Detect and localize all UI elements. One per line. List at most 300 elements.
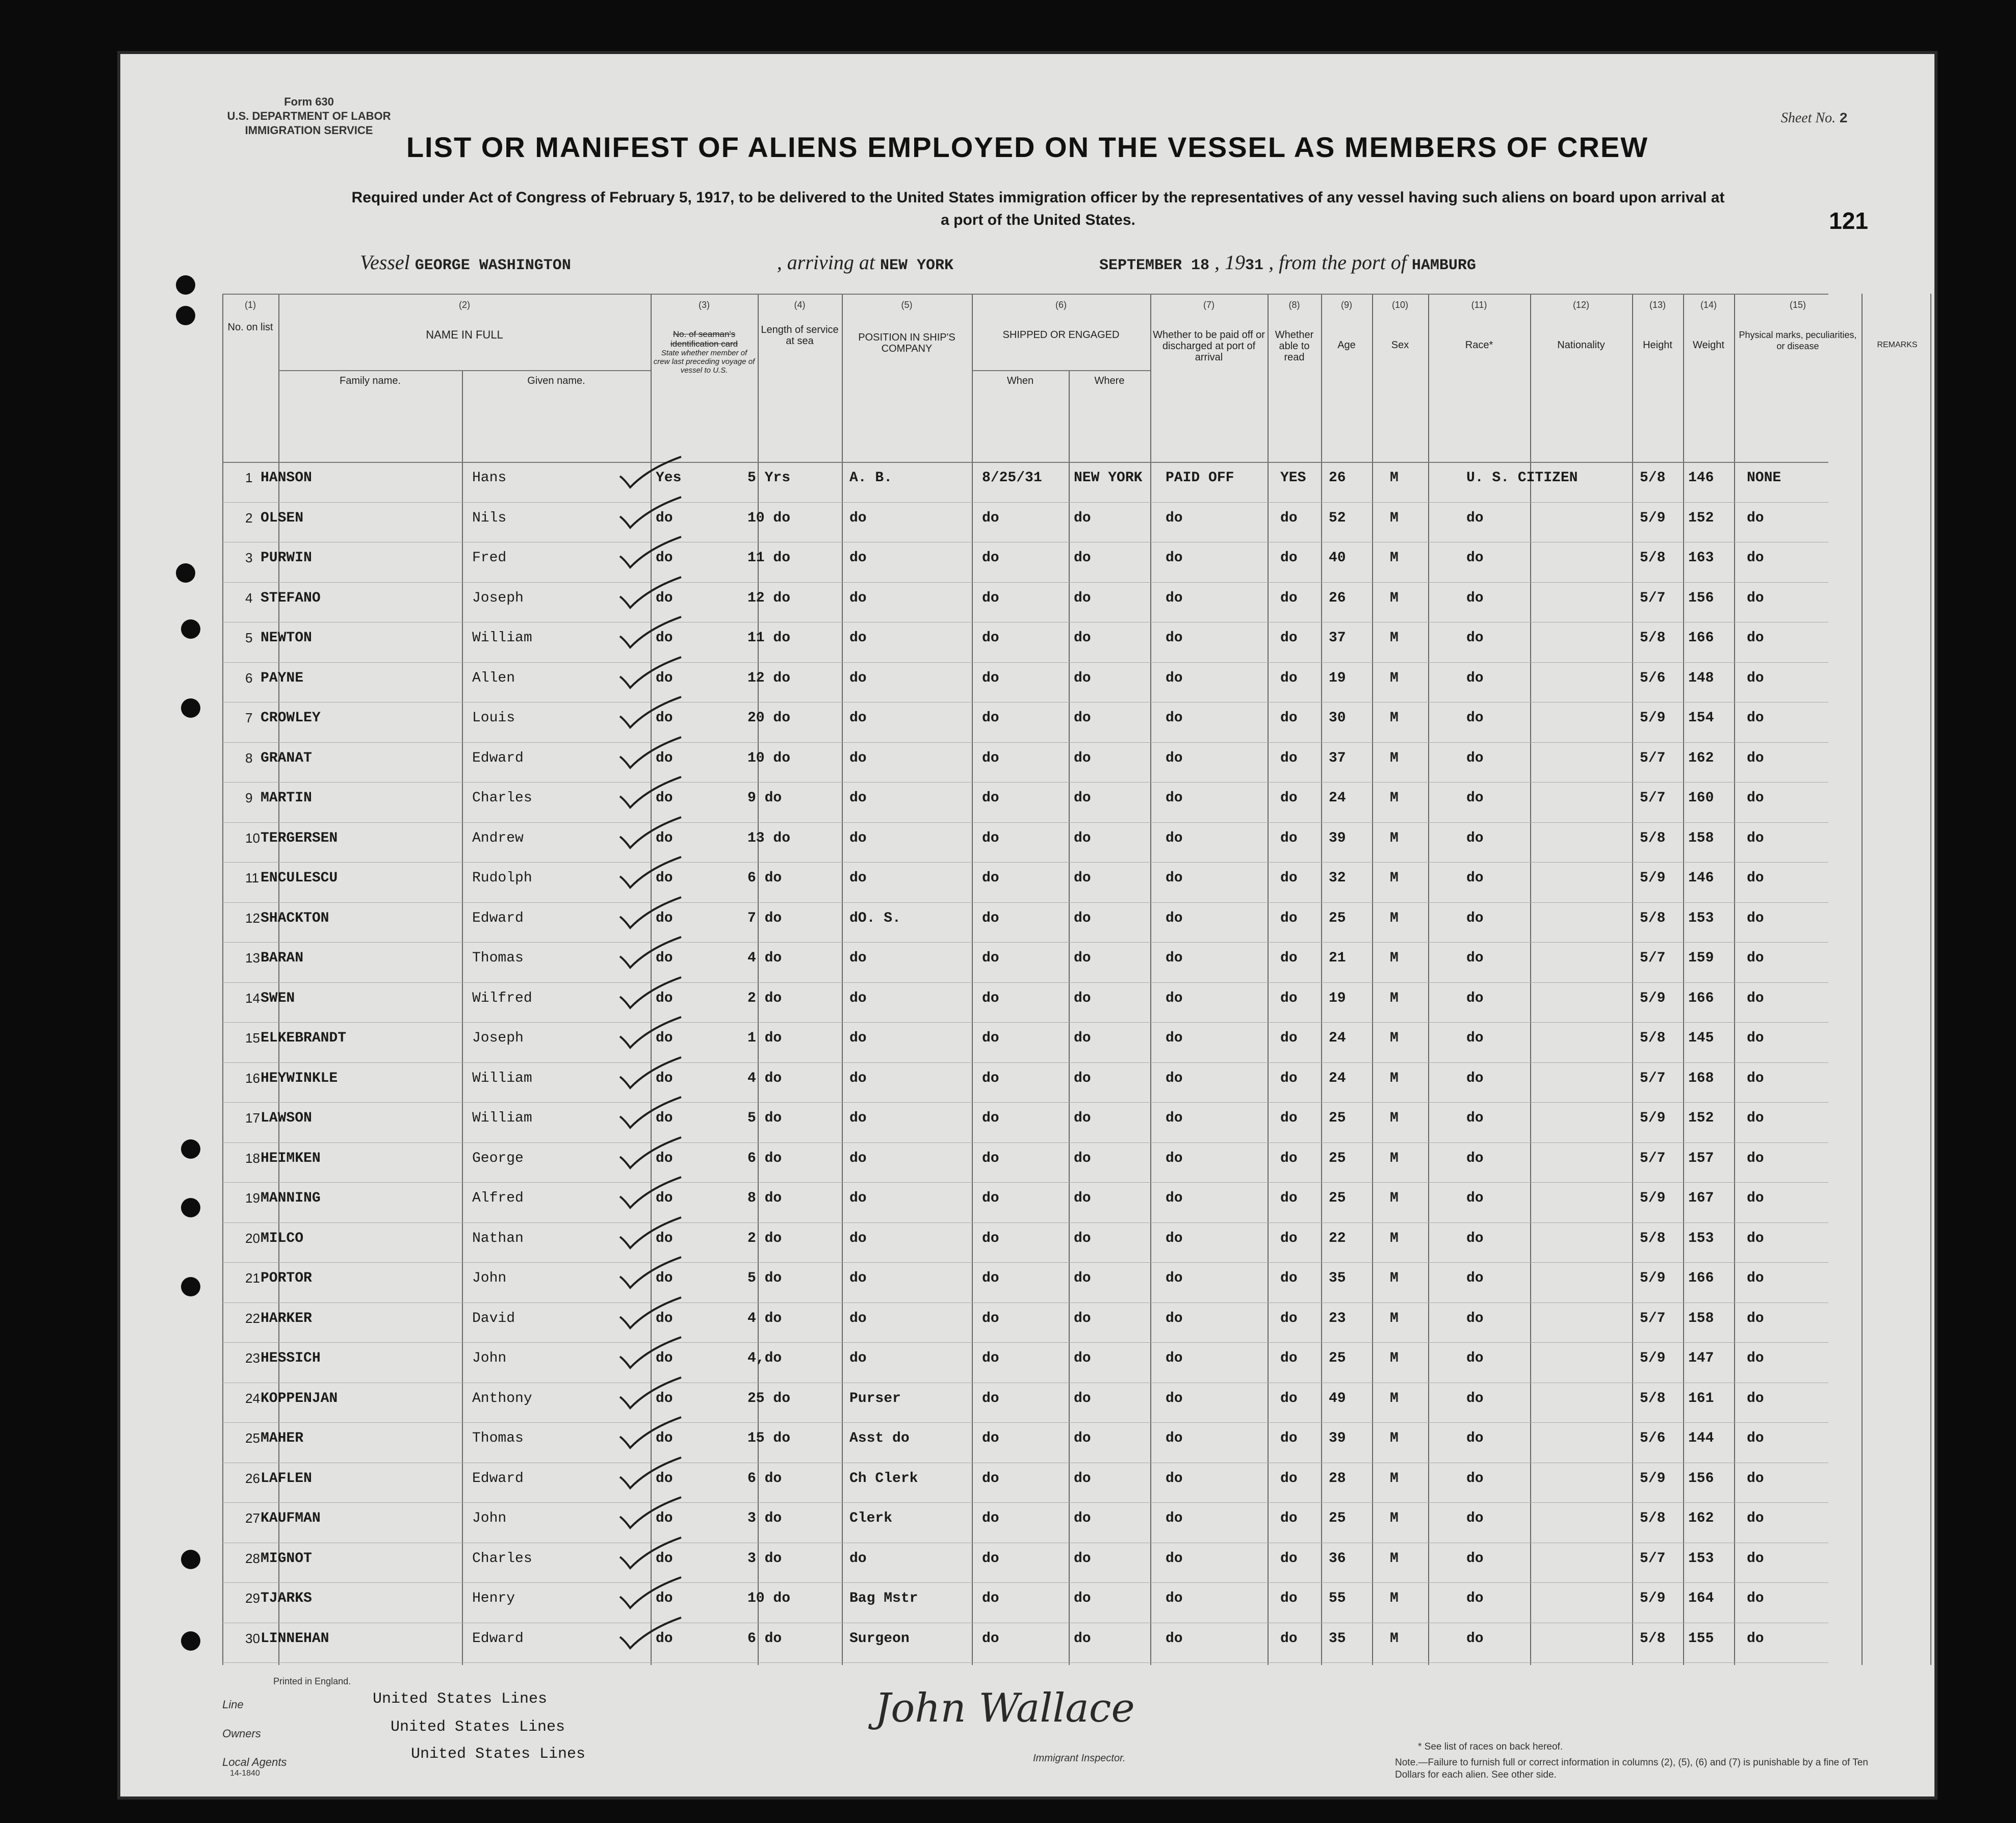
cell-ship-position: do [849,1070,867,1086]
cell-service-length: 6 do [747,1630,782,1647]
cell-shipped-when: do [982,510,999,526]
cell-age: 39 [1329,830,1346,846]
cell-shipped-when: do [982,710,999,726]
check-mark-icon [617,1176,684,1212]
cell-given-name: Anthony [472,1390,532,1407]
cell-paid-off: PAID OFF [1166,470,1234,486]
cell-weight: 157 [1688,1150,1714,1166]
cell-race-nationality: do [1466,550,1484,566]
cell-paid-off: do [1166,910,1183,926]
cell-age: 36 [1329,1550,1346,1567]
cell-sex: M [1390,590,1399,606]
colnum-8: (8) [1288,300,1300,310]
cell-age: 32 [1329,870,1346,886]
cell-physical-marks: do [1747,1110,1764,1126]
cell-shipped-where: do [1074,710,1091,726]
cell-family-name: KAUFMAN [261,1511,321,1526]
cell-sex: M [1390,1230,1399,1246]
check-mark-icon [617,1496,684,1532]
cell-race-nationality: do [1466,1430,1484,1446]
cell-paid-off: do [1166,590,1183,606]
table-row-rule [222,1022,1828,1023]
cell-race-nationality: do [1466,590,1484,606]
cell-able-to-read: do [1280,670,1298,686]
cell-weight: 158 [1688,1310,1714,1326]
head-position: POSITION IN SHIP'S COMPANY [858,332,955,354]
cell-weight: 164 [1688,1591,1714,1606]
cell-shipped-when: do [982,750,999,766]
table-row-rule [222,862,1828,863]
cell-paid-off: do [1166,950,1183,966]
head-age: Age [1337,340,1356,351]
table-row [222,1591,1828,1623]
binder-hole [181,1631,200,1651]
cell-given-name: Hans [472,470,507,486]
cell-shipped-where: do [1074,1030,1091,1046]
cell-service-length: 20 do [747,710,791,726]
cell-race-nationality: do [1466,870,1484,886]
cell-able-to-read: do [1280,1310,1298,1326]
cell-age: 25 [1329,910,1346,926]
cell-family-name: HEYWINKLE [261,1070,338,1086]
cell-height: 5/7 [1640,1070,1666,1086]
cell-row-number: 16 [245,1070,260,1086]
cell-age: 24 [1329,1070,1346,1086]
vessel-line [360,250,1476,274]
cell-age: 19 [1329,670,1346,686]
cell-shipped-where: do [1074,590,1091,606]
cell-previous-voyage: do [656,750,673,766]
cell-row-number: 3 [245,550,253,565]
cell-row-number: 6 [245,670,253,686]
cell-family-name: TJARKS [261,1591,312,1606]
cell-family-name: PURWIN [261,550,312,566]
cell-physical-marks: do [1747,750,1764,766]
cell-sex: M [1390,670,1399,686]
cell-able-to-read: do [1280,510,1298,526]
head-height: Height [1643,340,1672,351]
cell-race-nationality: do [1466,1230,1484,1246]
table-row [222,1110,1828,1142]
cell-race-nationality: do [1466,1470,1484,1487]
cell-height: 5/7 [1640,1550,1666,1567]
cell-race-nationality: do [1466,1550,1484,1567]
page-title: LIST OR MANIFEST OF ALIENS EMPLOYED ON THE VESSEL AS MEMBERS OF CREW [406,131,1649,163]
cell-physical-marks: do [1747,790,1764,806]
cell-given-name: Fred [472,550,507,566]
colnum-6: (6) [1055,300,1067,310]
cell-service-length: 15 do [747,1430,791,1446]
check-mark-icon [617,896,684,932]
table-row-rule [222,1342,1828,1343]
cell-able-to-read: do [1280,1630,1298,1647]
binder-hole [181,698,200,718]
cell-paid-off: do [1166,1630,1183,1647]
cell-family-name: MAHER [261,1430,304,1446]
cell-given-name: Thomas [472,1430,524,1446]
cell-shipped-where: do [1074,670,1091,686]
cell-previous-voyage: Yes [656,470,682,486]
table-row [222,870,1828,902]
cell-paid-off: do [1166,990,1183,1006]
table-row-rule [222,822,1828,823]
cell-shipped-when: do [982,630,999,646]
cell-family-name: GRANAT [261,750,312,766]
cell-ship-position: do [849,830,867,846]
table-row [222,1471,1828,1503]
cell-age: 30 [1329,710,1346,726]
cell-physical-marks: do [1747,1591,1764,1606]
cell-sex: M [1390,1511,1399,1526]
cell-age: 37 [1329,630,1346,646]
cell-family-name: LAWSON [261,1110,312,1126]
table-row [222,1430,1828,1463]
cell-able-to-read: do [1280,750,1298,766]
cell-height: 5/9 [1640,870,1666,886]
head-id-card-note: State whether member of crew last preceding voyage of vessel to U.S. [653,349,755,375]
table-row-rule [222,1662,1828,1663]
cell-sex: M [1390,1070,1399,1086]
cell-shipped-where: do [1074,830,1091,846]
cell-height: 5/7 [1640,750,1666,766]
cell-age: 25 [1329,1150,1346,1166]
cell-able-to-read: do [1280,1070,1298,1086]
cell-race-nationality: do [1466,790,1484,806]
cell-weight: 166 [1688,1270,1714,1286]
cell-shipped-when: do [982,1070,999,1086]
cell-shipped-where: do [1074,1110,1091,1126]
colnum-3: (3) [699,300,710,310]
cell-paid-off: do [1166,1310,1183,1326]
cell-service-length: 5 do [747,1270,782,1286]
colnum-2: (2) [459,300,470,310]
cell-race-nationality: do [1466,670,1484,686]
cell-race-nationality: do [1466,1030,1484,1046]
cell-sex: M [1390,990,1399,1006]
cell-ship-position: Surgeon [849,1630,910,1647]
vessel-label: Vessel [360,251,410,274]
agents-label: Local Agents [222,1756,287,1768]
table-row [222,1391,1828,1423]
cell-physical-marks: do [1747,870,1764,886]
cell-age: 28 [1329,1470,1346,1487]
colnum-11: (11) [1471,300,1487,310]
cell-service-length: 10 do [747,750,791,766]
cell-previous-voyage: do [656,550,673,566]
cell-sex: M [1390,1270,1399,1286]
inspector-signature: John Wallace [875,1685,1135,1731]
table-row [222,710,1828,742]
cell-row-number: 5 [245,630,253,645]
cell-family-name: SHACKTON [261,910,329,926]
cell-shipped-when: do [982,950,999,966]
cell-previous-voyage: do [656,1591,673,1606]
table-row-rule [222,1062,1828,1063]
table-row-rule [222,502,1828,503]
cell-sex: M [1390,1110,1399,1126]
cell-weight: 153 [1688,1230,1714,1246]
cell-able-to-read: do [1280,1550,1298,1567]
cell-height: 5/9 [1640,1110,1666,1126]
table-row [222,1270,1828,1303]
cell-physical-marks: do [1747,1350,1764,1366]
cell-service-length: 5 Yrs [747,470,791,486]
cell-race-nationality: do [1466,1270,1484,1286]
cell-row-number: 22 [245,1310,260,1326]
check-mark-icon [617,576,684,612]
cell-shipped-where: do [1074,550,1091,566]
cell-ship-position: do [849,1190,867,1206]
check-mark-icon [617,1056,684,1092]
cell-paid-off: do [1166,1350,1183,1366]
head-where: Where [1094,375,1125,386]
cell-family-name: KOPPENJAN [261,1390,338,1407]
table-row [222,1151,1828,1183]
cell-height: 5/8 [1640,1511,1666,1526]
head-nationality: Nationality [1557,340,1605,351]
cell-service-length: 9 do [747,790,782,806]
cell-paid-off: do [1166,1070,1183,1086]
table-row [222,1631,1828,1663]
cell-age: 35 [1329,1630,1346,1647]
cell-row-number: 11 [245,870,259,886]
cell-shipped-when: do [982,1110,999,1126]
cell-height: 5/8 [1640,550,1666,566]
cell-sex: M [1390,1190,1399,1206]
cell-given-name: Henry [472,1591,515,1606]
check-mark-icon [617,656,684,692]
table-row [222,790,1828,822]
table-row-rule [222,1182,1828,1183]
cell-ship-position: do [849,1350,867,1366]
cell-row-number: 1 [245,470,253,485]
cell-height: 5/8 [1640,630,1666,646]
cell-shipped-where: do [1074,1591,1091,1606]
table-row-rule [222,1582,1828,1583]
cell-physical-marks: do [1747,1430,1764,1446]
year-prefix: , 19 [1214,251,1246,274]
cell-age: 40 [1329,550,1346,566]
table-row-rule [222,1422,1828,1423]
from-port: HAMBURG [1411,257,1476,274]
cell-age: 39 [1329,1430,1346,1446]
cell-shipped-where: do [1074,1430,1091,1446]
cell-given-name: George [472,1150,524,1166]
cell-service-length: 4 do [747,1310,782,1326]
cell-family-name: HANSON [261,470,312,486]
cell-height: 5/9 [1640,990,1666,1006]
cell-able-to-read: do [1280,950,1298,966]
cell-row-number: 23 [245,1350,260,1366]
binder-hole [181,619,200,639]
table-row [222,1190,1828,1222]
cell-able-to-read: do [1280,630,1298,646]
cell-previous-voyage: do [656,1150,673,1166]
check-mark-icon [617,1536,684,1572]
cell-ship-position: do [849,950,867,966]
cell-service-length: 12 do [747,590,791,606]
inspector-label: Immigrant Inspector. [1033,1753,1126,1764]
cell-race-nationality: do [1466,1150,1484,1166]
cell-paid-off: do [1166,1150,1183,1166]
cell-able-to-read: do [1280,1030,1298,1046]
cell-previous-voyage: do [656,1630,673,1647]
head-family: Family name. [339,375,401,386]
cell-row-number: 19 [245,1190,260,1206]
sheet-value: 2 [1839,111,1848,127]
cell-height: 5/9 [1640,710,1666,726]
colnum-1: (1) [245,300,256,310]
cell-given-name: Charles [472,1550,532,1567]
cell-shipped-when: do [982,1350,999,1366]
cell-shipped-where: do [1074,870,1091,886]
cell-height: 5/9 [1640,1350,1666,1366]
cell-service-length: 6 do [747,870,782,886]
cell-able-to-read: do [1280,1511,1298,1526]
colnum-12: (12) [1572,300,1589,310]
cell-weight: 153 [1688,1550,1714,1567]
cell-sex: M [1390,630,1399,646]
cell-able-to-read: do [1280,1110,1298,1126]
colnum-10: (10) [1391,300,1408,310]
cell-sex: M [1390,710,1399,726]
cell-sex: M [1390,470,1399,486]
cell-height: 5/8 [1640,1390,1666,1407]
cell-age: 26 [1329,590,1346,606]
head-shipped: SHIPPED OR ENGAGED [1002,329,1120,341]
cell-given-name: John [472,1511,507,1526]
cell-ship-position: do [849,870,867,886]
cell-shipped-where: do [1074,1511,1091,1526]
cell-service-length: 13 do [747,830,791,846]
cell-ship-position: Clerk [849,1511,893,1526]
cell-family-name: HARKER [261,1310,312,1326]
cell-shipped-when: 8/25/31 [982,470,1042,486]
cell-row-number: 9 [245,790,253,805]
cell-sex: M [1390,1550,1399,1567]
cell-family-name: HEIMKEN [261,1150,321,1166]
cell-shipped-where: do [1074,1470,1091,1487]
cell-weight: 155 [1688,1630,1714,1647]
cell-age: 37 [1329,750,1346,766]
cell-weight: 146 [1688,470,1714,486]
binder-hole [181,1139,200,1159]
cell-given-name: Charles [472,790,532,806]
cell-family-name: PORTOR [261,1270,312,1286]
cell-height: 5/6 [1640,1430,1666,1446]
cell-family-name: MILCO [261,1230,304,1246]
cell-able-to-read: do [1280,1350,1298,1366]
cell-weight: 153 [1688,910,1714,926]
cell-sex: M [1390,1470,1399,1487]
cell-row-number: 4 [245,590,253,606]
cell-physical-marks: do [1747,1310,1764,1326]
cell-previous-voyage: do [656,1030,673,1046]
cell-height: 5/9 [1640,510,1666,526]
cell-given-name: John [472,1270,507,1286]
cell-physical-marks: do [1747,630,1764,646]
cell-shipped-when: do [982,1030,999,1046]
cell-sex: M [1390,830,1399,846]
table-row [222,830,1828,863]
cell-shipped-where: NEW YORK [1074,470,1143,486]
cell-ship-position: do [849,590,867,606]
owners-value: United States Lines [391,1718,565,1736]
cell-weight: 156 [1688,1470,1714,1487]
cell-given-name: Thomas [472,950,524,966]
cell-sex: M [1390,1630,1399,1647]
cell-shipped-when: do [982,1550,999,1567]
cell-sex: M [1390,790,1399,806]
manifest-page [117,51,1937,1800]
cell-ship-position: do [849,1030,867,1046]
cell-family-name: CROWLEY [261,710,321,726]
arriving-label: , arriving at [777,251,875,274]
cell-sex: M [1390,1310,1399,1326]
cell-row-number: 25 [245,1430,260,1446]
cell-ship-position: Asst do [849,1430,910,1446]
check-mark-icon [617,536,684,571]
cell-physical-marks: do [1747,1190,1764,1206]
cell-previous-voyage: do [656,830,673,846]
check-mark-icon [617,816,684,852]
cell-sex: M [1390,1591,1399,1606]
check-mark-icon [617,1256,684,1292]
cell-row-number: 13 [245,950,260,966]
cell-paid-off: do [1166,1230,1183,1246]
check-mark-icon [617,1216,684,1252]
cell-race-nationality: do [1466,630,1484,646]
cell-paid-off: do [1166,750,1183,766]
cell-age: 24 [1329,1030,1346,1046]
cell-race-nationality: do [1466,710,1484,726]
cell-paid-off: do [1166,670,1183,686]
cell-paid-off: do [1166,870,1183,886]
cell-service-length: 10 do [747,510,791,526]
cell-sex: M [1390,510,1399,526]
cell-row-number: 20 [245,1230,260,1246]
cell-previous-voyage: do [656,790,673,806]
cell-paid-off: do [1166,790,1183,806]
cell-able-to-read: do [1280,1390,1298,1407]
cell-row-number: 2 [245,510,253,526]
cell-height: 5/9 [1640,1591,1666,1606]
check-mark-icon [617,1296,684,1332]
table-row-rule [222,462,1828,463]
cell-able-to-read: do [1280,590,1298,606]
cell-family-name: LINNEHAN [261,1630,329,1647]
cell-previous-voyage: do [656,1110,673,1126]
cell-shipped-where: do [1074,1190,1091,1206]
cell-able-to-read: do [1280,1470,1298,1487]
cell-ship-position: do [849,1550,867,1567]
cell-shipped-where: do [1074,990,1091,1006]
cell-age: 22 [1329,1230,1346,1246]
cell-given-name: Wilfred [472,990,532,1006]
table-row [222,991,1828,1023]
table-column-rule [1930,294,1931,1665]
cell-ship-position: Ch Clerk [849,1470,918,1487]
service-name: IMMIGRATION SERVICE [245,124,373,137]
head-marks: Physical marks, peculiarities, or disease [1739,330,1857,351]
binder-hole [181,1277,200,1296]
table-row-rule [222,782,1828,783]
cell-given-name: Louis [472,710,515,726]
cell-given-name: John [472,1350,507,1366]
cell-physical-marks: do [1747,1390,1764,1407]
table-row-rule [222,742,1828,743]
cell-row-number: 14 [245,990,260,1006]
